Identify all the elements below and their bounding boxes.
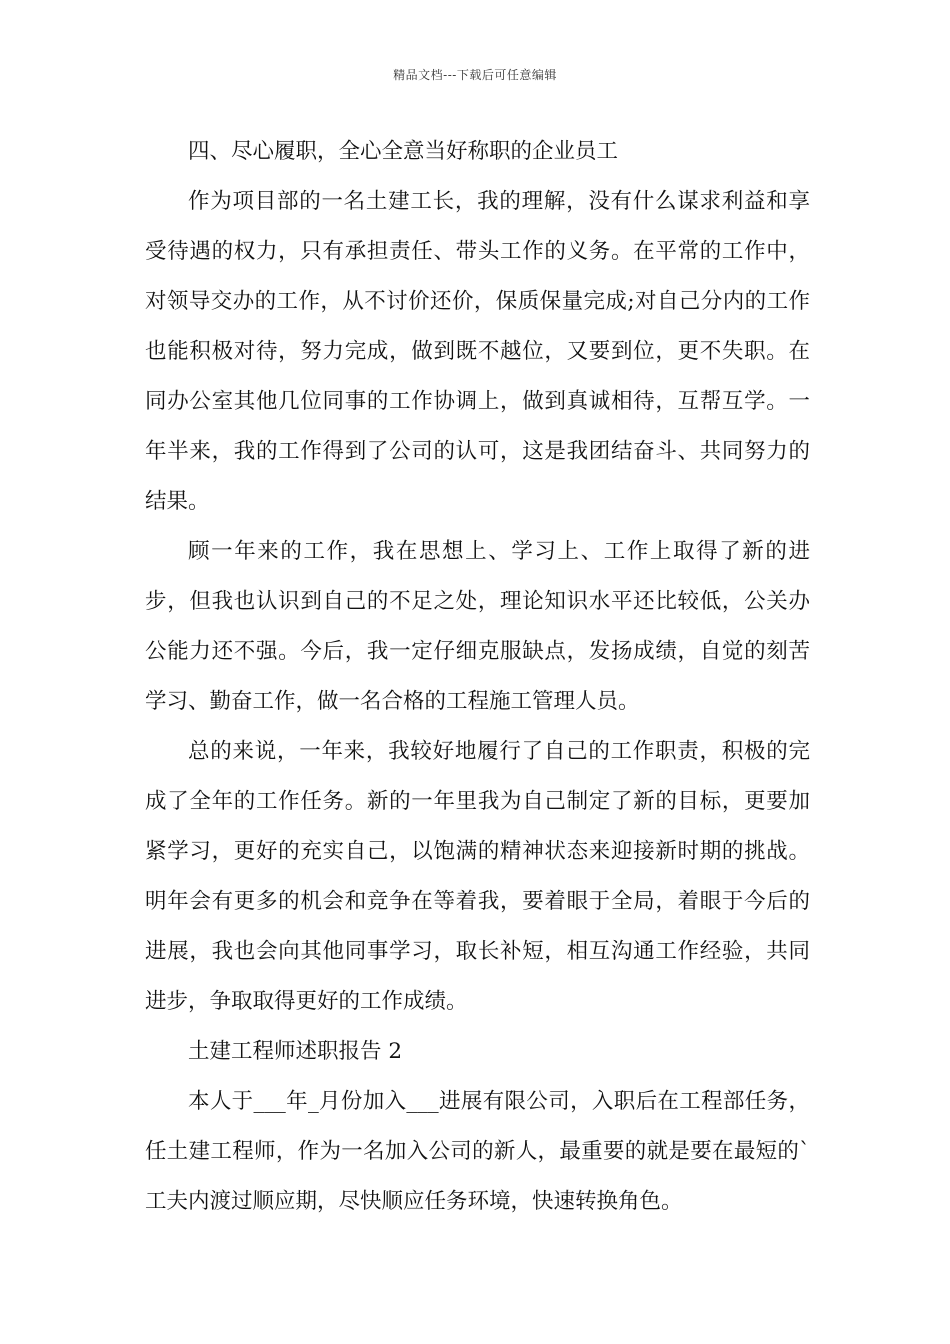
page-header: 精品文档---下载后可任意编辑 bbox=[393, 68, 557, 82]
paragraph: 总的来说，一年来，我较好地履行了自己的工作职责，积极的完成了全年的工作任务。新的一年里我为自己制定了新的目标，更要加紧学习，更好的充实自己，以饱满的精神状态来迎接新时期的挑战。明年会有更多的机会和竞争在等着我，要着眼于全局，着眼于今后的进展，我也会向其他同事学习，取长补短，相互沟通工作经验，共同进步，争取取得更好的工作成绩。 bbox=[145, 739, 810, 1014]
section-heading: 四、尽心履职，全心全意当好称职的企业员工 bbox=[188, 139, 619, 164]
paragraph: 本人于___年_月份加入___进展有限公司，入职后在工程部任务，任土建工程师，作为一名加入公司的新人，最重要的就是要在最短的`工夫内渡过顺应期，尽快顺应任务环境，快速转换角色。 bbox=[145, 1089, 810, 1214]
paragraph: 作为项目部的一名土建工长，我的理解，没有什么谋求利益和享受待遇的权力，只有承担责任、带头工作的义务。在平常的工作中，对领导交办的工作，从不讨价还价，保质保量完成;对自己分内的工作也能积极对待，努力完成，做到既不越位，又要到位，更不失职。在同办公室其他几位同事的工作协调上，做到真诚相待，互帮互学。一年半来，我的工作得到了公司的认可，这是我团结奋斗、共同努力的结果。 bbox=[145, 189, 810, 514]
report-title: 土建工程师述职报告 2 bbox=[188, 1039, 403, 1064]
document-body bbox=[145, 127, 810, 1227]
paragraph: 顾一年来的工作，我在思想上、学习上、工作上取得了新的进步，但我也认识到自己的不足之处，理论知识水平还比较低，公关办公能力还不强。今后，我一定仔细克服缺点，发扬成绩，自觉的刻苦学习、勤奋工作，做一名合格的工程施工管理人员。 bbox=[145, 539, 810, 714]
